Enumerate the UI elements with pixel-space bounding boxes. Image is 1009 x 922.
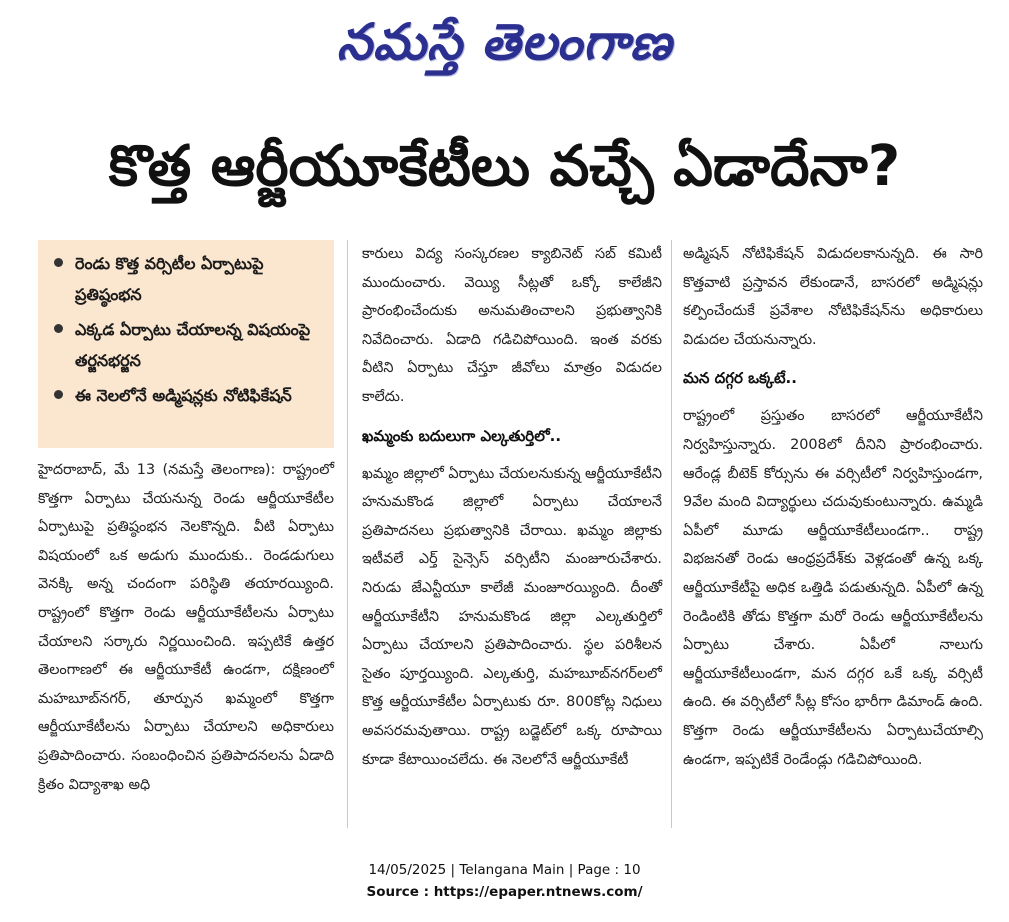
- highlight-item: [48, 248, 326, 310]
- article-paragraph: కారులు విద్య సంస్కరణల క్యాబినెట్ సబ్ కమిటీ ముందుంచారు. వెయ్యి సీట్లతో ఒక్కో కాలేజీని ప్రారంభించేందుకు అనుమతించాలని ప్రభుత్వానికి నివేదించారు. ఏడాది గడిచిపోయింది. ఇంత వరకు వీటిని ఏర్పాటు చేస్తూ జీవోలు మాత్రం విడుదల కాలేదు.: [362, 246, 662, 405]
- article-paragraph: అడ్మిషన్ నోటిఫికేషన్ విడుదలకానున్నది. ఈ సారి కొత్తవాటి ప్రస్తావన లేకుండానే, బాసరలో అడ్మిషన్లు కల్పించేందుకే ప్రవేశాల నోటిఫికేషన్‌ను అధికారులు విడుదల చేయనున్నారు.: [683, 246, 983, 348]
- highlight-item: [48, 314, 326, 376]
- article-column-2: [362, 240, 662, 780]
- source-credit: Source : https://epaper.ntnews.com/: [366, 884, 643, 900]
- section-subheading: ఖమ్మంకు బదులుగా ఎల్కతుర్తిలో..: [362, 426, 562, 445]
- highlight-text: ఎక్కడ ఏర్పాటు చేయాలన్న విషయంపై తర్జనభర్జన: [75, 320, 311, 370]
- column-divider: [347, 240, 348, 828]
- article-column-1: [38, 240, 334, 805]
- section-subheading: మన దగ్గర ఒక్కటే..: [683, 369, 797, 388]
- highlight-text: ఈ నెలలోనే అడ్మిషన్లకు నోటిఫికేషన్: [75, 386, 292, 405]
- article-headline: కొత్త ఆర్జీయూకేటీలు వచ్చే ఏడాదేనా?: [108, 134, 901, 199]
- newspaper-masthead: నమస్తే తెలంగాణ: [336, 13, 673, 71]
- article-paragraph: రాష్ట్రంలో ప్రస్తుతం బాసరలో ఆర్జీయూకేటీని నిర్వహిస్తున్నారు. 2008లో దీనిని ప్రారంభించారు. ఆరేండ్ల బీటెక్ కోర్సును ఈ వర్సిటీలో నిర్వహిస్తుండగా, 9వేల మంది విద్యార్థులు చదువుకుంటున్నారు. ఉమ్మడి ఏపీలో మూడు ఆర్జీయూకేటీలుండగా.. రాష్ట్ర విభజనతో రెండు ఆంధ్రప్రదేశ్‌కు వెళ్లడంతో ఉన్న ఒక్క ఆర్జీయూకేటీపై అధిక ఒత్తిడి పడుతున్నది. ఏపీలో ఉన్న రెండింటికి తోడు కొత్తగా మరో రెండు ఆర్జీయూకేటీలను ఏర్పాటు చేశారు. ఏపీలో నాలుగు ఆర్జీయూకేటీలుండగా, మన దగ్గర ఒకే ఒక్క వర్సిటీ ఉంది. ఈ వర్సిటీలో సీట్ల కోసం భారీగా డిమాండ్ ఉంది. కొత్తగా రెండు ఆర్జీయూకేటీలను ఏర్పాటుచేయాల్సి ఉండగా, ఇప్పటికే రెండేండ్లు గడిచిపోయింది.: [683, 408, 983, 768]
- bullet-icon: [54, 324, 63, 333]
- highlights-box: [38, 240, 334, 448]
- column-divider: [671, 240, 672, 828]
- highlight-text: రెండు కొత్త వర్సిటీల ఏర్పాటుపై ప్రతిష్ఠంభన: [75, 254, 264, 304]
- edition-info: 14/05/2025 | Telangana Main | Page : 10: [368, 862, 641, 878]
- highlight-item: [48, 380, 326, 411]
- article-column-3: [683, 240, 983, 780]
- article-paragraph: హైదరాబాద్, మే 13 (నమస్తే తెలంగాణ): రాష్ట్రంలో కొత్తగా ఏర్పాటు చేయనున్న రెండు ఆర్జీయూకేటీల ఏర్పాటుపై ప్రతిష్ఠంభన నెలకొన్నది. వీటి ఏర్పాటు విషయంలో ఒక అడుగు ముందుకు.. రెండడుగులు వెనక్కి అన్న చందంగా పరిస్థితి తయారయ్యింది. రాష్ట్రంలో కొత్తగా రెండు ఆర్జీయూకేటీలను ఏర్పాటు చేయాలని సర్కారు నిర్ణయించింది. ఇప్పటికే ఉత్తర తెలంగాణలో ఈ ఆర్జీయూకేటీ ఉండగా, దక్షిణంలో మహబూబ్‌నగర్, తూర్పున ఖమ్మంలో కొత్తగా ఆర్జీయూకేటీలను ఏర్పాటు చేయాలని అధికారులు ప్రతిపాదించారు. సంబంధించిన ప్రతిపాదనలను ఏడాది క్రితం విద్యాశాఖ అధి: [38, 462, 334, 793]
- bullet-icon: [54, 390, 63, 399]
- bullet-icon: [54, 258, 63, 267]
- article-paragraph: ఖమ్మం జిల్లాలో ఏర్పాటు చేయలనుకున్న ఆర్జీయూకేటీని హనుమకొండ జిల్లాలో ఏర్పాటు చేయాలనే ప్రతిపాదనలు ప్రభుత్వానికి చేరాయి. ఖమ్మం జిల్లాకు ఇటీవలే ఎర్త్ సైన్సెస్ వర్సిటీని మంజూరుచేశారు. నిరుడు జేఎన్టీయూ కాలేజీ మంజూరయ్యింది. దీంతో ఆర్జీయూకేటీని హనుమకొండ జిల్లా ఎల్కతుర్తిలో ఏర్పాటు చేయాలని ప్రతిపాదించారు. స్థల పరిశీలన సైతం పూర్తయ్యింది. ఎల్కతుర్తి, మహబూబ్‌నగర్‌లలో కొత్త ఆర్జీయూకేటీల ఏర్పాటుకు రూ. 800కోట్ల నిధులు అవసరమవుతాయి. రాష్ట్ర బడ్జెట్‌లో ఒక్క రూపాయి కూడా కేటాయించలేదు. ఈ నెలలోనే ఆర్జీయూకేటీ: [362, 465, 662, 768]
